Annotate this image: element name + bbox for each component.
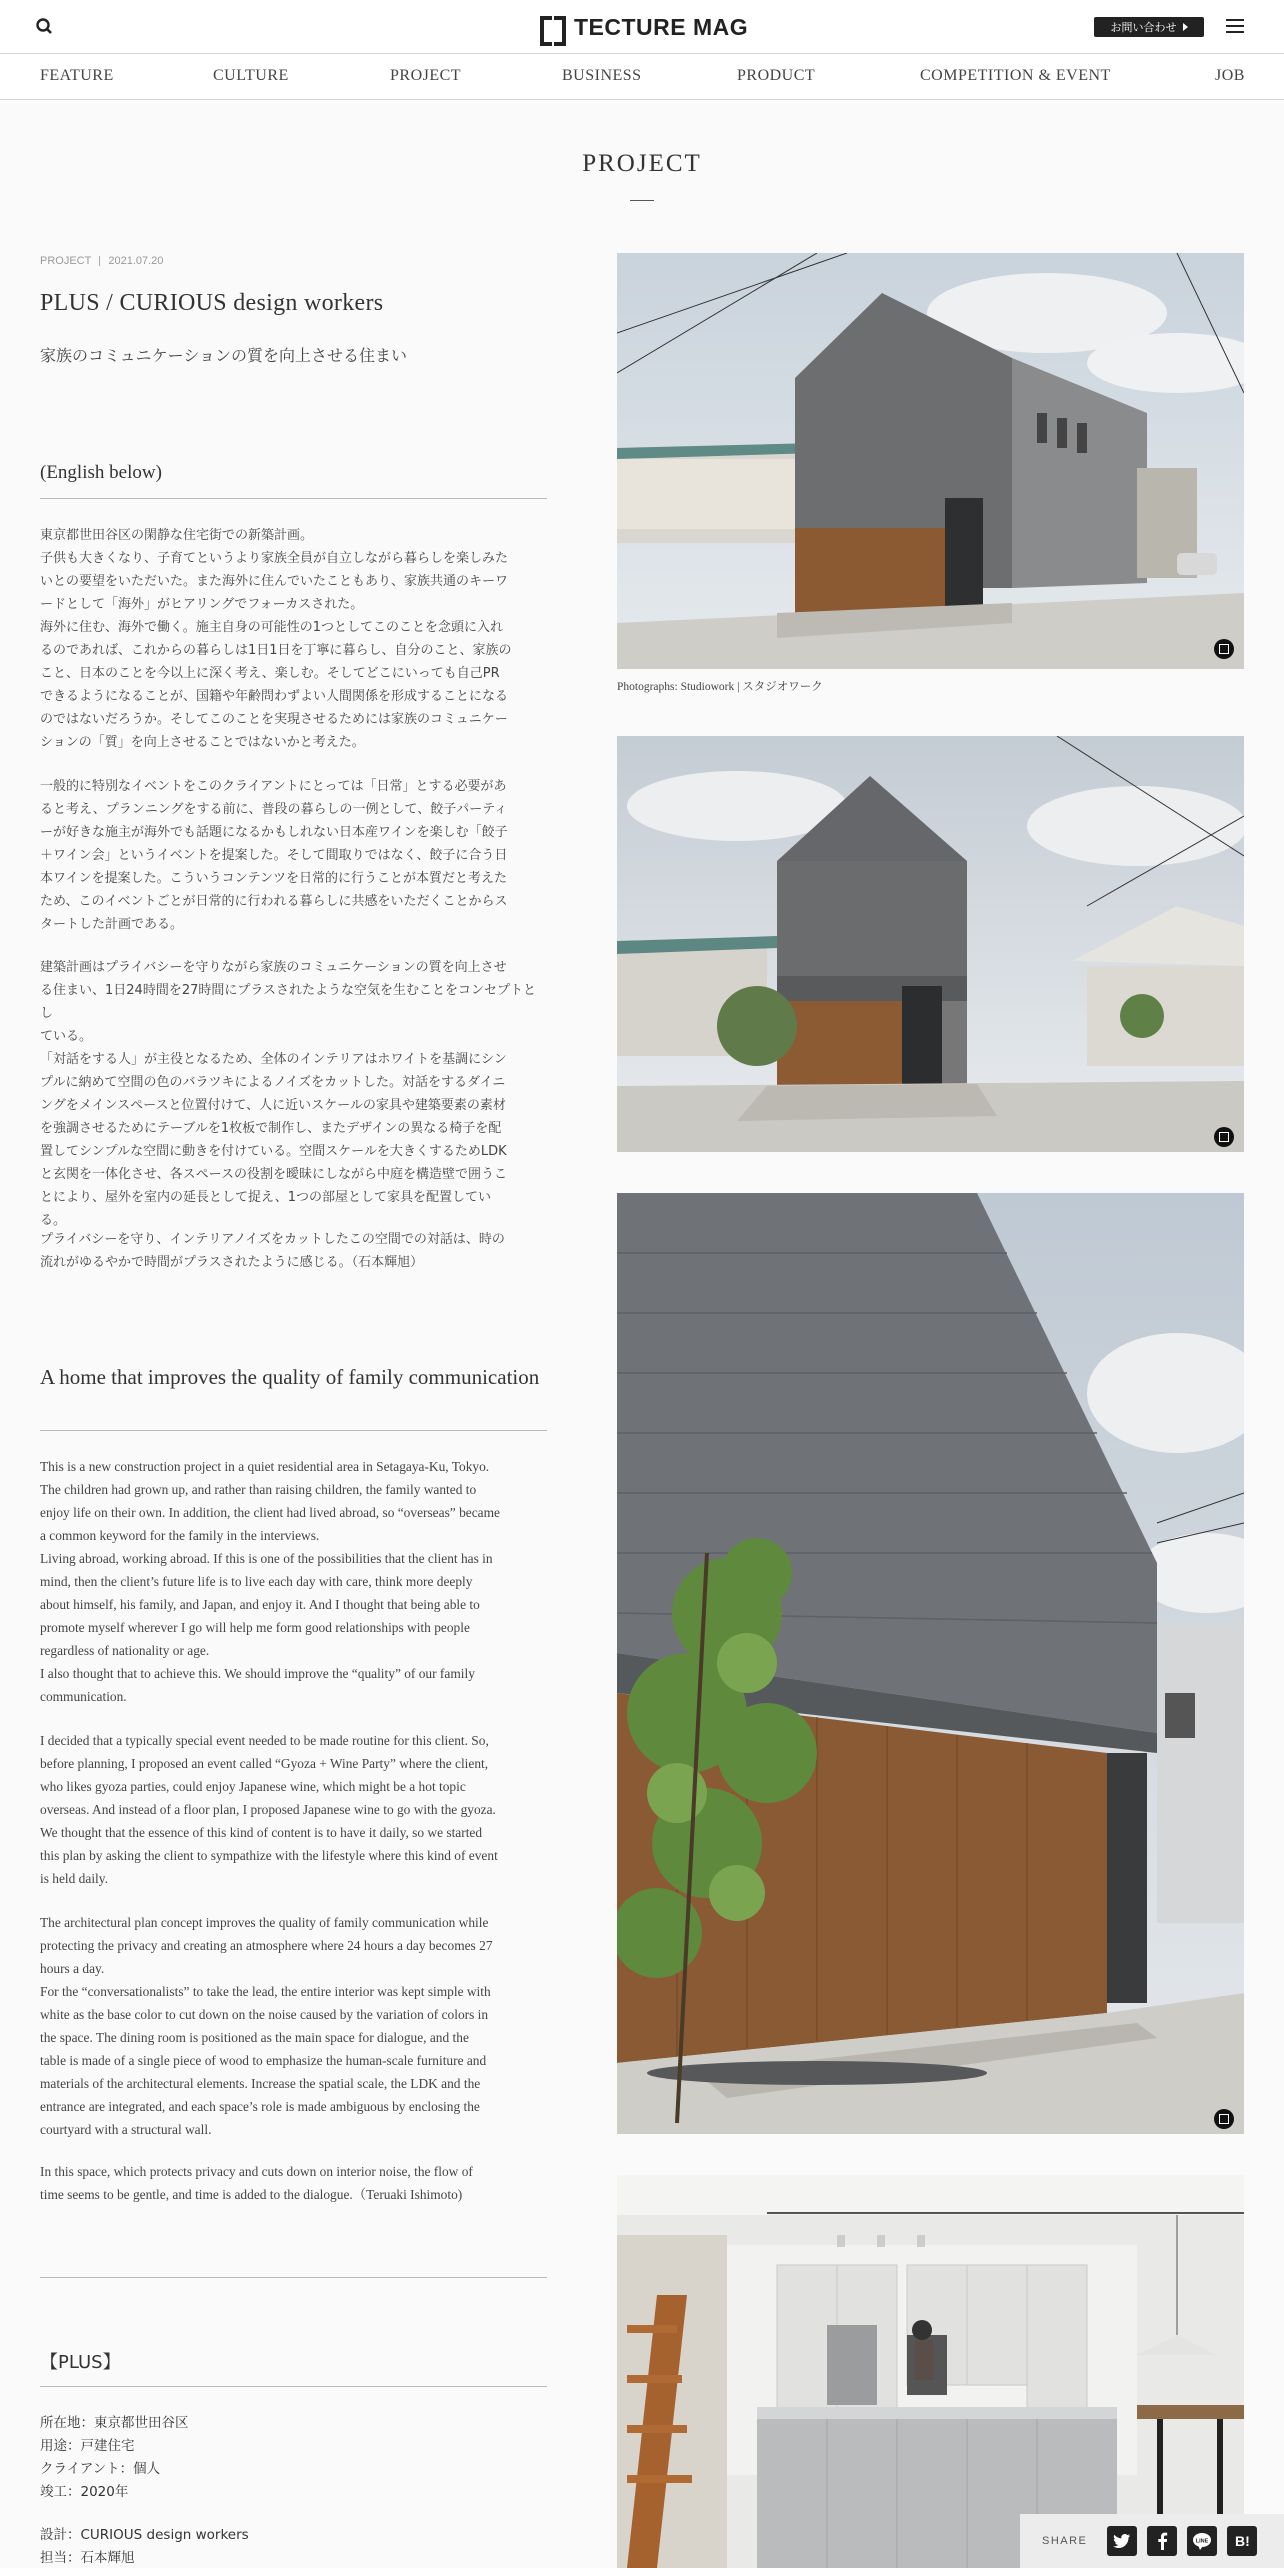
nav-item-job[interactable]: JOB [1215, 67, 1245, 84]
logo-text: TECTURE MAG [574, 13, 749, 40]
search-icon[interactable] [34, 16, 56, 38]
hatena-icon[interactable]: B! [1227, 2526, 1257, 2556]
project-credits: 所在地：東京都世田谷区 用途：戸建住宅 クライアント：個人 竣工：2020年 [40, 2415, 189, 2500]
site-header [0, 0, 1284, 54]
jp-paragraph-3: 建築計画はプライバシーを守りながら家族のコミュニケーションの質を向上させ る住まい、1日24時間を27時間にプラスされたような空気を生むことをコンセプトとし ている。 「対話をする人」が主役となるため、全体のインテリアはホワイトを基調にシン プルに納めて空間の色のバラツキによるノイズをカットした。対話をするダイニ ングをメインスペースと位置付けて、人に近いスケールの家具や建築要素の素材 を強調させるためにテーブルを1枚板で制作し、またデザインの異なる椅子を配 置してシンプルな空間に動きを付けている。空間スケールを大きくするためLDK と玄関を一体化させ、各スペースの役割を曖昧にしながら中庭を構造壁で囲うこ とにより、屋外を室内の延長として捉え、1つの部屋として家具を配置してい る。 [40, 960, 536, 1228]
contact-button[interactable] [1094, 17, 1204, 37]
main-nav [0, 54, 1284, 100]
photo-credit: Photographs: Studiowork | スタジオワーク [617, 681, 823, 693]
en-paragraph-4: In this space, which protects privacy and cuts down on interior noise, the flow of time seems to be gentle, and time is added to the dialogue.（Teruaki Ishimoto) [40, 2164, 473, 2202]
en-paragraph-1: This is a new construction project in a quiet residential area in Setagaya-Ku, Tokyo. The children had grown up, and rather than raising children, the family wanted to enjoy life on their own. In addition, the client had lived abroad, so “overseas” became a common keyword for the family in the interviews. Living abroad, working abroad. If this is one of the possibilities that the client has in mind, then the client’s future life is to live each day with care, think more deeply about himself, his family, and Japan, and enjoy it. And I thought that being able to promote myself wherever I go will help me form good relationships with people regardless of nationality or age. I also thought that to achieve this. We should improve the “quality” of our family communication. [40, 1459, 500, 1704]
nav-item-product[interactable]: PRODUCT [737, 67, 816, 84]
arrow-right-icon [1183, 23, 1188, 31]
expand-icon[interactable] [1214, 639, 1234, 659]
contact-label: お問い合わせ [1110, 22, 1177, 34]
english-heading: A home that improves the quality of family communication [40, 1365, 540, 1389]
hamburger-menu-icon[interactable] [1226, 19, 1244, 33]
jp-paragraph-4: プライバシーを守り、インテリアノイズをカットしたこの空間での対話は、時の 流れがゆるやかで時間がプラスされたように感じる。（石本輝旭） [40, 1232, 505, 1270]
nav-item-feature[interactable]: FEATURE [40, 67, 114, 84]
en-paragraph-3: The architectural plan concept improves the quality of family communication while protecting the privacy and creating an atmosphere where 24 hours a day becomes 27 hours a day. For the “conversationalists” to take the lead, the entire interior was kept simple with white as the base color to cut down on the noise caused by the variation of colors in the space. The dining room is positioned as the main space for dialogue, and the table is made of a single piece of wood to emphasize the human-scale furniture and materials of the architectural elements. Increase the spatial scale, the LDK and the entrance are integrated, and each space’s role is made ambiguous by enclosing the courtyard with a structural wall. [40, 1915, 493, 2137]
logo-bracket-icon [540, 16, 566, 38]
photo-front-elevation[interactable] [617, 736, 1244, 1152]
article-meta [40, 255, 163, 267]
jp-paragraph-1: 東京都世田谷区の閑静な住宅街での新築計画。 子供も大きくなり、子育てというより家族全員が自立しながら暮らしを楽しみた いとの要望をいただいた。また海外に住んでいたこともあり、家族共通のキーワ ードとして「海外」がヒアリングでフォーカスされた。 海外に住む、海外で働く。施主自身の可能性の1つとしてこのことを念頭に入れ るのであれば、これからの暮らしは1日1日を丁寧に暮らし、自分のこと、家族の こと、日本のことを今以上に深く考え、楽しむ。そしてどこにいっても自己PR できるようになることが、国籍や年齢問わずよい人間関係を形成することになる のではないだろうか。そしてこのことを実現させるためには家族のコミュニケー ションの「質」を向上させることではないかと考えた。 [40, 528, 512, 750]
divider [40, 1430, 547, 1431]
facebook-icon[interactable] [1147, 2526, 1177, 2556]
divider [40, 498, 547, 499]
nav-item-project[interactable]: PROJECT [390, 67, 462, 84]
line-icon[interactable] [1187, 2526, 1217, 2556]
nav-item-culture[interactable]: CULTURE [213, 67, 289, 84]
section-title: PROJECT [582, 150, 702, 177]
divider [40, 2277, 547, 2278]
photo-interior-kitchen[interactable] [617, 2175, 1244, 2568]
section-divider [630, 200, 654, 201]
svg-text:LINE: LINE [1196, 2538, 1209, 2545]
divider [40, 2386, 547, 2387]
article-title: PLUS / CURIOUS design workers [40, 290, 384, 316]
site-logo[interactable] [540, 14, 748, 40]
project-credits-design: 設計：CURIOUS design workers 担当：石本輝旭 [40, 2527, 249, 2566]
photo-facade-closeup[interactable] [617, 1193, 1244, 2134]
nav-item-business[interactable]: BUSINESS [562, 67, 642, 84]
article-subtitle: 家族のコミュニケーションの質を向上させる住まい [40, 346, 408, 365]
expand-icon[interactable] [1214, 1127, 1234, 1147]
article-date: 2021.07.20 [108, 255, 164, 267]
english-below-note: (English below) [40, 462, 162, 483]
nav-item-competition-event[interactable]: COMPETITION & EVENT [920, 67, 1111, 84]
en-paragraph-2: I decided that a typically special event needed to be made routine for this client. So, before planning, I proposed an event called “Gyoza + Wine Party” where the client, who likes gyoza parties, could enjoy Japanese wine, which might be a hot topic overseas. And instead of a floor plan, I proposed Japanese wine to go with the gyoza. We thought that the essence of this kind of content is to have it daily, so we started this plan by asking the client to sympathize with the lifestyle where this kind of event is held daily. [40, 1733, 498, 1886]
article-category[interactable]: PROJECT [40, 255, 92, 267]
photo-exterior-angle[interactable] [617, 253, 1244, 669]
share-label: SHARE [1042, 2535, 1088, 2547]
expand-icon[interactable] [1214, 2109, 1234, 2129]
project-data-heading: 【PLUS】 [40, 2352, 121, 2373]
twitter-icon[interactable] [1107, 2526, 1137, 2556]
share-bar [1020, 2514, 1284, 2568]
jp-paragraph-2: 一般的に特別なイベントをこのクライアントにとっては「日常」とする必要があ ると考え、プランニングをする前に、普段の暮らしの一例として、餃子パーティ ーが好きな施主が海外でも話題になるかもしれない日本産ワインを楽しむ「餃子 ＋ワイン会」というイベントを提案した。そして間取りではなく、餃子に合う日 本ワインを提案した。こういうコンテンツを日常的に行うことが本質だと考えた ため、このイベントごとが日常的に行われる暮らしに共感をいただくことからス タートした計画である。 [40, 779, 508, 932]
